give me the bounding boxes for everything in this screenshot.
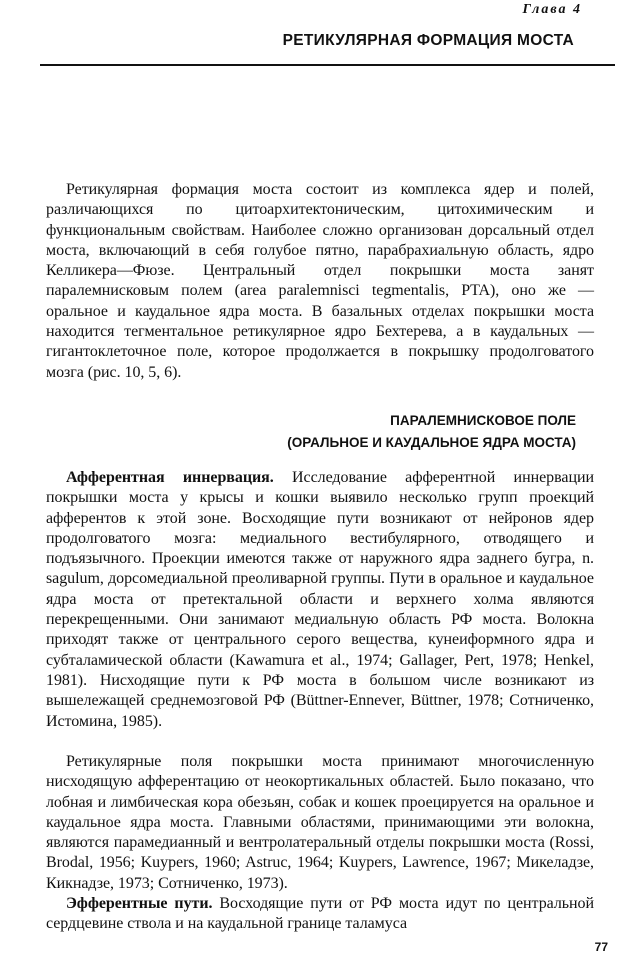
section-heading-line-2: (ОРАЛЬНОЕ И КАУДАЛЬНОЕ ЯДРА МОСТА) (287, 435, 576, 450)
page-number: 77 (594, 940, 608, 954)
efferent-text: Восходящие пути от РФ моста идут по центральной сердцевине ствола и на каудальной границе таламуса (46, 895, 594, 933)
intro-paragraph: Ретикулярная формация моста состоит из комплекса ядер и полей, различающихся по цитоархитектоническим, цитохимическим и функциональным свойствам. Наиболее сложно организован дорсальный отдел моста, включающий в себя голубое пятно, парабрахиальную область, ядро Келликера—Фюзе. Центральный отдел покрышки моста занят паралемнисковым полем (area paralemnisci tegmentalis, PTA), оно же — оральное и каудальное ядра моста. В базальных отделах покрышки моста находится тегментальное ретикулярное ядро Бехтерева, а в каудальных — гигантоклеточное поле, которое продолжается в покрышку продолговатого мозга (рис. 10, 5, 6). (46, 181, 594, 381)
reticular-fields-paragraph: Ретикулярные поля покрышки моста принимают многочисленную нисходящую афферентацию от неокортикальных областей. Было показано, что лобная и лимбическая кора обезьян, собак и кошек проецируется на оральное и каудальное ядра моста. Главными областями, принимающими эти волокна, являются парамедианный и вентролатеральный отделы покрышки моста (Rossi, Brodal, 1956; Kuypers, 1960; Astruc, 1964; Kuypers, Lawrence, 1967; Микеладзе, Кикнадзе, 1973; Сотниченко, 1973). (46, 753, 594, 892)
afferent-run-in: Афферентная иннервация. (66, 469, 274, 486)
chapter-label: Глава 4 (522, 2, 582, 17)
efferent-paragraph (46, 894, 594, 935)
efferent-run-in: Эфферентные пути. (66, 895, 213, 912)
section-heading (46, 410, 594, 454)
section-heading-line-1: ПАРАЛЕМНИСКОВОЕ ПОЛЕ (390, 413, 576, 428)
afferent-text: Исследование афферентной иннервации покрышки моста у крысы и кошки выявило несколько групп проекций афферентов к этой зоне. Восходящие пути возникают от нейронов ядер продолговатого мозга: медиального вестибулярного, отводящего и подъязычного. Проекции имеются также от наружного ядра заднего бугра, n. sagulum, дорсомедиальной преоливарной группы. Пути в оральное и каудальное ядра моста от претектальной области и верхнего холма являются перекрещенными. Они занимают медиальную область РФ моста. Волокна приходят также от центрального серого вещества, кунеиформного ядра и субталамической области (Kawamura et al., 1974; Gallager, Pert, 1978; Henkel, 1981). Нисходящие пути к РФ моста в большом числе возникают из вышележащей среднемозговой РФ (Büttner-Ennever, Büttner, 1978; Сотниченко, Истомина, 1985). (46, 469, 594, 730)
afferent-paragraph (46, 468, 594, 732)
title-rule (40, 64, 615, 66)
chapter-title: РЕТИКУЛЯРНАЯ ФОРМАЦИЯ МОСТА (282, 32, 574, 49)
